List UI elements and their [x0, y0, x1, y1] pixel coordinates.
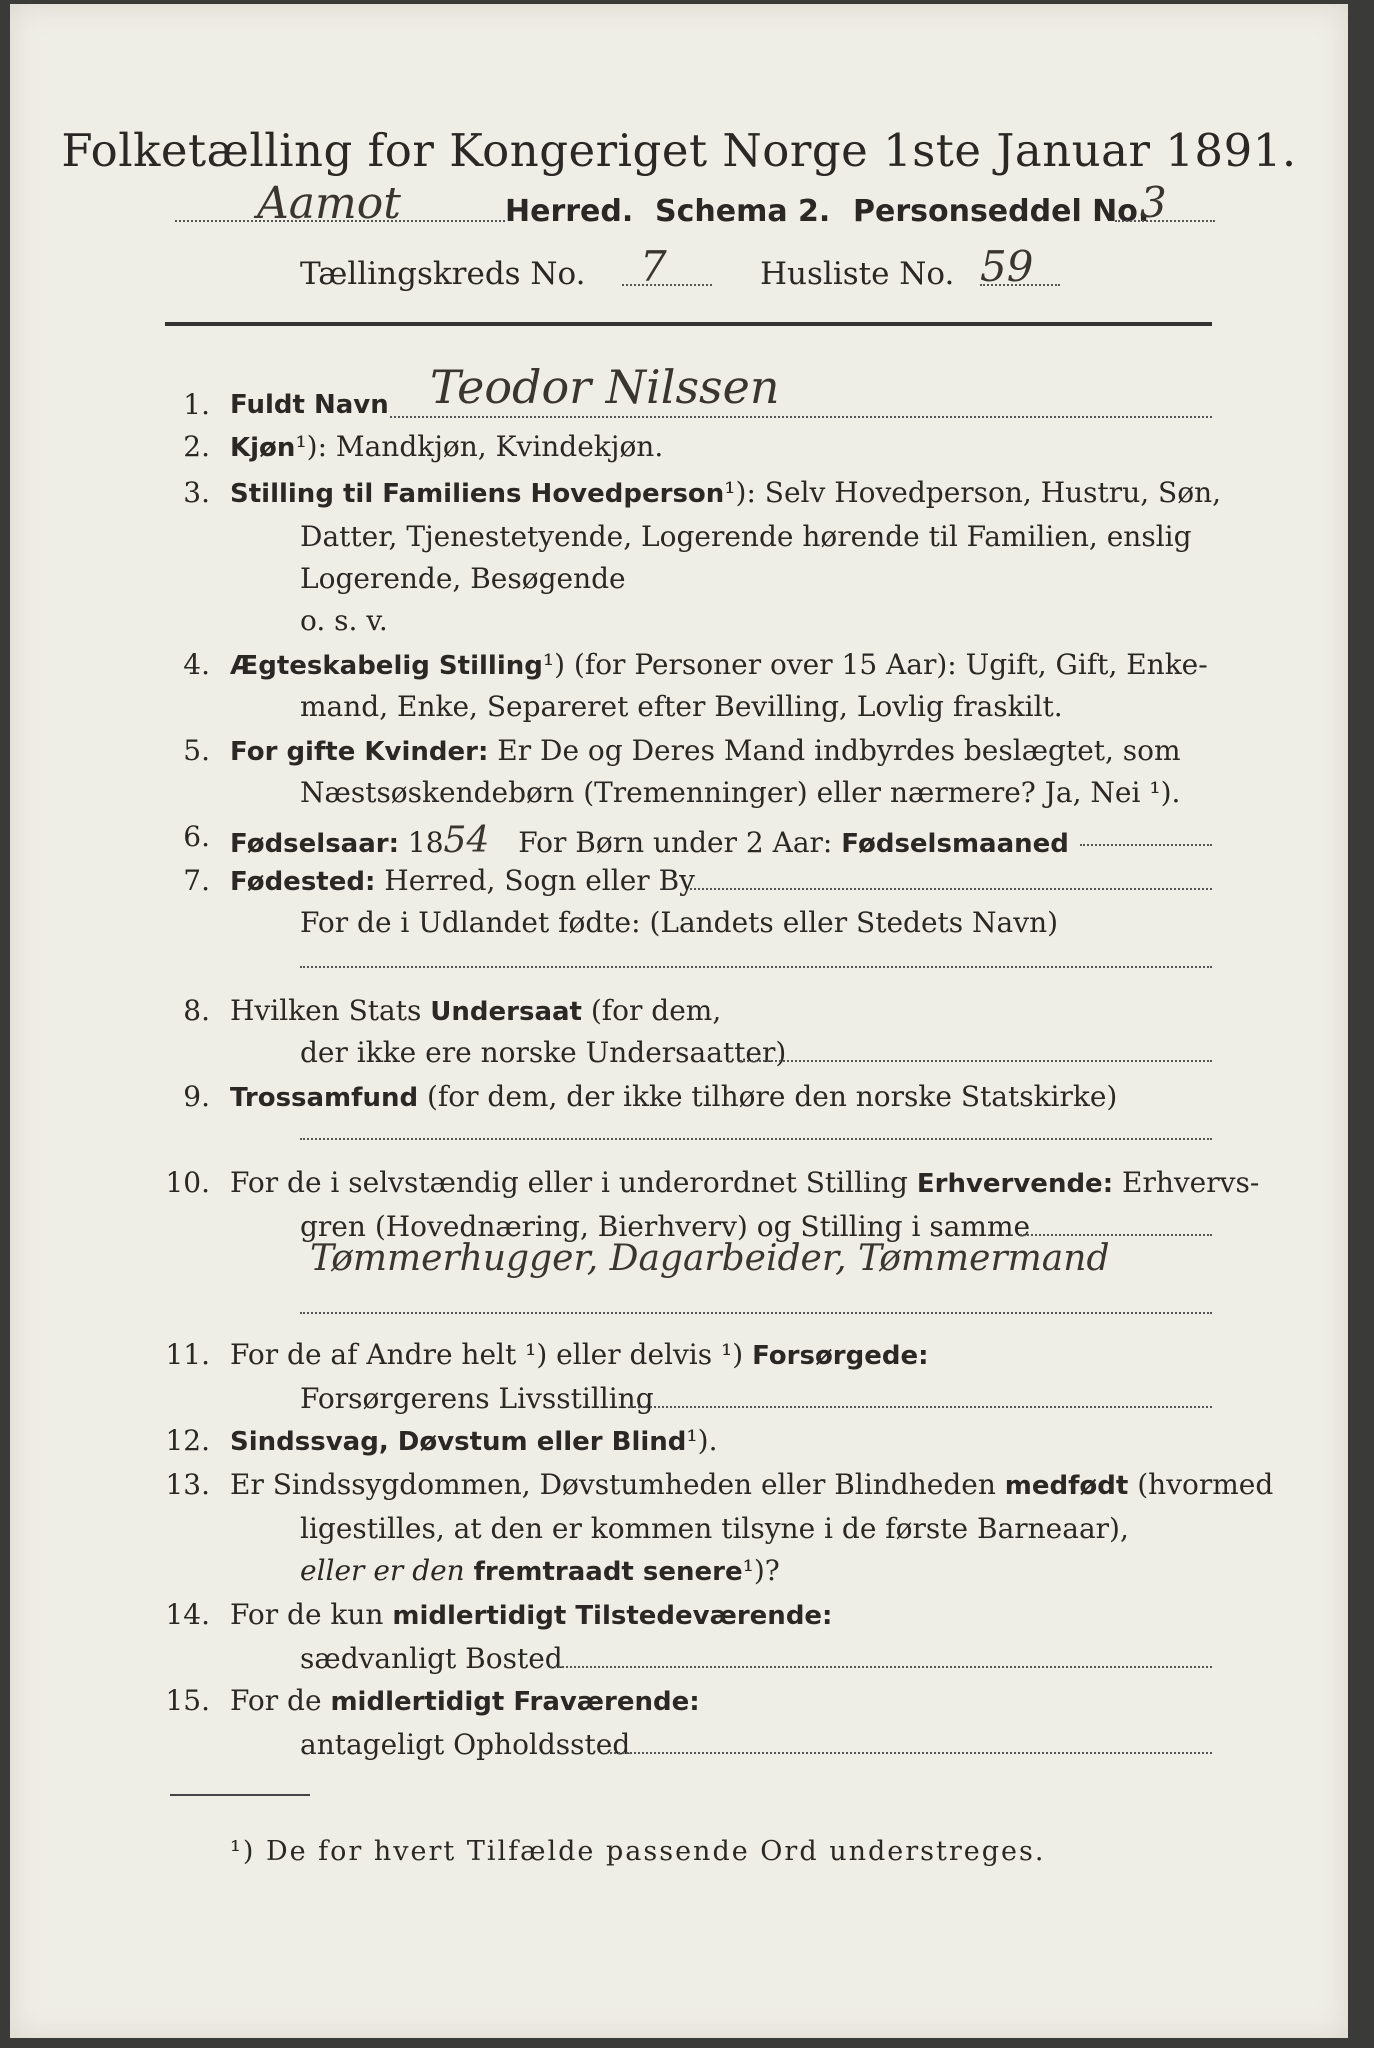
item-15-line-2: antageligt Opholdssted [300, 1728, 631, 1761]
kreds-line [300, 242, 1100, 296]
item-10-fill-line [1020, 1234, 1212, 1236]
item-15-fill-line [610, 1752, 1212, 1754]
item-13-line-3: eller er den fremtraadt senere¹)? [300, 1554, 780, 1587]
item-1-number: 1. [183, 388, 210, 421]
footnote-rule [170, 1794, 310, 1796]
item-2-number: 2. [183, 430, 210, 463]
item-13-number: 13. [165, 1468, 210, 1501]
item-11-number: 11. [165, 1338, 210, 1371]
item-7-line-2: For de i Udlandet fødte: (Landets eller Stedets Navn) [300, 906, 1059, 939]
item-4-line-2: mand, Enke, Separeret efter Bevilling, Lovlig fraskilt. [300, 690, 1063, 723]
item-4-number: 4. [183, 648, 210, 681]
item-6-number: 6. [183, 820, 210, 853]
item-6-text: Fødselsaar: 1854 For Børn under 2 Aar: Fødselsmaaned [230, 820, 1069, 861]
item-3-line-2: Datter, Tjenestetyende, Logerende hørende til Familien, enslig [300, 520, 1192, 553]
item-8-line-2: der ikke ere norske Undersaatter) [300, 1036, 787, 1069]
form-title: Folketælling for Kongeriget Norge 1ste Januar 1891. [61, 124, 1297, 177]
kreds-label: Tællingskreds No. [300, 256, 586, 292]
item-10-fill-line-2 [300, 1312, 1212, 1314]
personseddel-value: 3 [1140, 178, 1167, 227]
item-14-fill-line [550, 1666, 1212, 1668]
item-9-text: Trossamfund (for dem, der ikke tilhøre den norske Statskirke) [230, 1080, 1118, 1113]
item-7-fill-line [690, 888, 1212, 890]
item-1-fill-line [390, 416, 1212, 418]
husliste-value: 59 [980, 242, 1034, 291]
item-13-line-2: ligestilles, at den er kommen tilsyne i de første Barneaar), [300, 1512, 1129, 1545]
item-14-number: 14. [165, 1598, 210, 1631]
item-10-number: 10. [165, 1166, 210, 1199]
birth-year-value: 54 [443, 820, 490, 861]
item-6-fill-line [1080, 844, 1212, 846]
item-14-text: For de kun midlertidigt Tilstedeværende: [230, 1598, 833, 1631]
kreds-value: 7 [640, 242, 667, 291]
item-4-text: Ægteskabelig Stilling¹) (for Personer over 15 Aar): Ugift, Gift, Enke- [230, 648, 1208, 681]
occupation-value: Tømmerhugger, Dagarbeider, Tømmermand [310, 1238, 1110, 1279]
item-5-line-2: Næstsøskendebørn (Tremenninger) eller nærmere? Ja, Nei ¹). [300, 776, 1181, 809]
herred-line [175, 178, 1215, 234]
item-14-line-2: sædvanligt Bosted [300, 1642, 563, 1675]
item-15-number: 15. [165, 1684, 210, 1717]
item-3-line-3: Logerende, Besøgende [300, 562, 626, 595]
item-2-text: Kjøn¹): Mandkjøn, Kvindekjøn. [230, 430, 664, 463]
item-9-number: 9. [183, 1080, 210, 1113]
schema-label: Schema 2. [655, 194, 831, 229]
item-12-number: 12. [165, 1424, 210, 1457]
item-8-fill-line [740, 1060, 1212, 1062]
herred-label: Herred. [505, 194, 634, 229]
item-7-fill-line-2 [300, 966, 1212, 968]
item-11-text: For de af Andre helt ¹) eller delvis ¹) Forsørgede: [230, 1338, 929, 1371]
item-8-number: 8. [183, 994, 210, 1027]
item-9-fill-line [300, 1138, 1212, 1140]
item-12-text: Sindssvag, Døvstum eller Blind¹). [230, 1424, 718, 1457]
item-3-number: 3. [183, 476, 210, 509]
item-7-text: Fødested: Herred, Sogn eller By [230, 864, 695, 897]
item-3-text: Stilling til Familiens Hovedperson¹): Selv Hovedperson, Hustru, Søn, [230, 476, 1221, 509]
item-11-fill-line [630, 1406, 1212, 1408]
census-form-sheet [10, 4, 1348, 2038]
husliste-label: Husliste No. [760, 256, 955, 292]
footnote: ¹) De for hvert Tilfælde passende Ord understreges. [230, 1836, 1046, 1867]
item-3-line-4: o. s. v. [300, 604, 388, 637]
item-10-text: For de i selvstændig eller i underordnet Stilling Erhvervende: Erhvervs- [230, 1166, 1260, 1199]
item-8-text: Hvilken Stats Undersaat (for dem, [230, 994, 722, 1027]
item-1-label: Fuldt Navn [230, 390, 389, 420]
full-name-value: Teodor Nilssen [430, 360, 780, 414]
header-rule [165, 322, 1212, 326]
item-11-line-2: Forsørgerens Livsstilling [300, 1382, 654, 1415]
item-5-text: For gifte Kvinder: Er De og Deres Mand indbyrdes beslægtet, som [230, 734, 1181, 767]
herred-value: Aamot [257, 178, 401, 229]
item-13-text: Er Sindssygdommen, Døvstumheden eller Blindheden medfødt (hvormed [230, 1468, 1274, 1501]
item-10-line-2: gren (Hovednæring, Bierhverv) og Stilling i samme [300, 1210, 1031, 1243]
item-5-number: 5. [183, 734, 210, 767]
item-15-text: For de midlertidigt Fraværende: [230, 1684, 700, 1717]
personseddel-label: Personseddel No. [853, 194, 1150, 229]
item-7-number: 7. [183, 864, 210, 897]
